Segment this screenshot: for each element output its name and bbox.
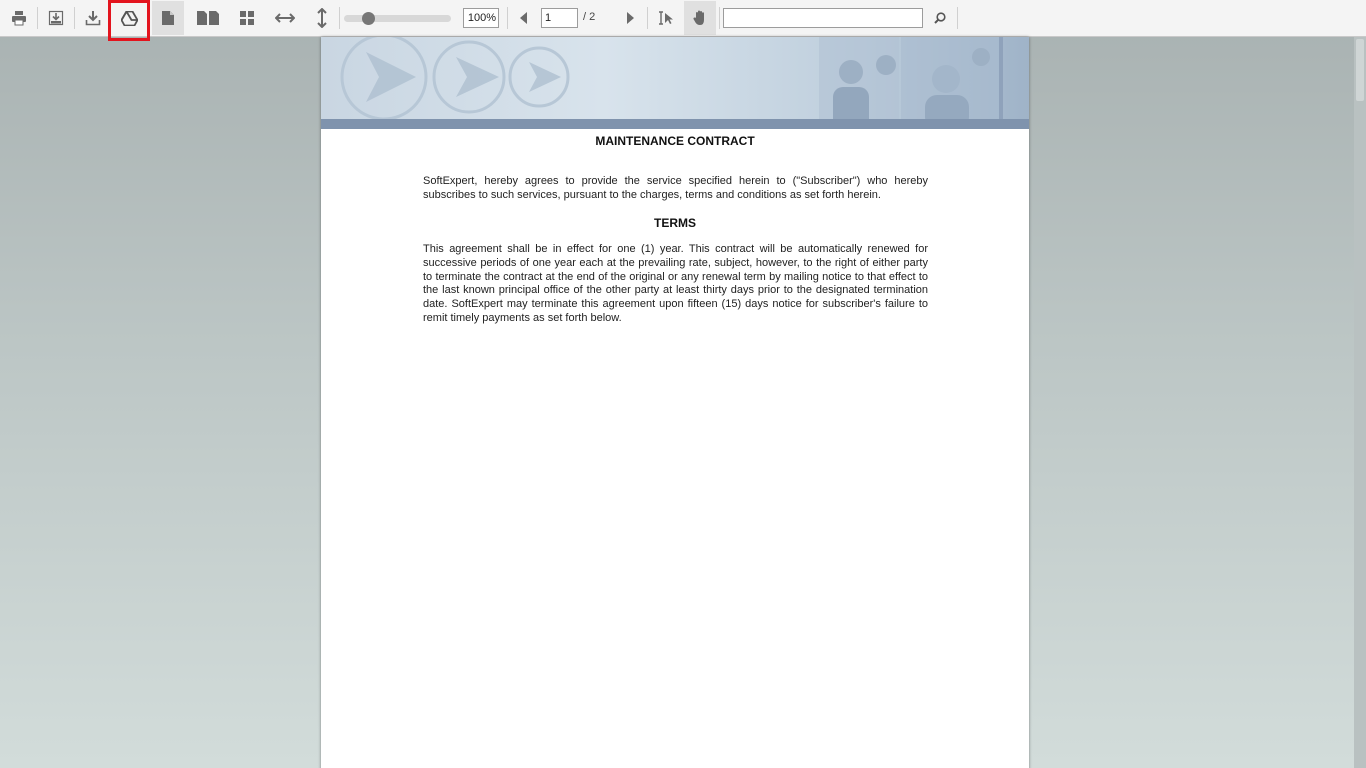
single-page-view-button[interactable]	[152, 1, 184, 35]
intro-paragraph: SoftExpert, hereby agrees to provide the service specified herein to ("Subscriber") who hereby subscribes to such services, pursuant to the charges, terms and conditions as set forth herein.	[423, 175, 928, 201]
zoom-slider-track[interactable]	[344, 15, 451, 22]
toolbar-separator	[74, 7, 75, 29]
toolbar-separator	[719, 7, 720, 29]
toolbar-separator	[957, 7, 958, 29]
download-button[interactable]	[78, 1, 108, 35]
page-total-label: / 2	[583, 11, 596, 23]
text-select-icon	[657, 11, 675, 25]
toolbar-separator	[339, 7, 340, 29]
fit-width-button[interactable]	[269, 1, 301, 35]
two-page-view-button[interactable]	[190, 1, 226, 35]
search-icon	[934, 12, 946, 24]
terms-paragraph: This agreement shall be in effect for one (1) year. This contract will be automatically renewed for successive periods of one year each at the prevailing rate, subject, however, to the right of either party to terminate the contract at the end of the original or any renewal term by mailing notice to that effect to the last known principal office of the other party at least thirty days prior to the designated termination date. SoftExpert may terminate this agreement upon fifteen (15) days notice for subscriber's failure to remit timely payments as set forth below.	[423, 243, 928, 324]
download-icon	[85, 10, 101, 26]
save-pdf-icon	[48, 10, 64, 26]
toolbar-separator	[37, 7, 38, 29]
zoom-input[interactable]: 100%	[463, 8, 499, 28]
toolbar-separator	[507, 7, 508, 29]
next-page-button[interactable]	[618, 1, 642, 35]
search-input[interactable]	[723, 8, 923, 28]
single-page-icon	[161, 10, 175, 26]
previous-page-icon	[520, 12, 528, 24]
header-banner-image	[321, 37, 1029, 129]
vertical-scrollbar[interactable]	[1354, 37, 1366, 768]
google-drive-icon	[121, 11, 138, 26]
document-page	[321, 37, 1029, 768]
thumbnails-view-button[interactable]	[232, 1, 262, 35]
save-pdf-button[interactable]	[41, 1, 71, 35]
document-title: MAINTENANCE CONTRACT	[595, 134, 755, 148]
print-icon	[11, 10, 27, 26]
fit-height-icon	[316, 8, 328, 28]
pan-hand-icon	[693, 10, 707, 26]
google-drive-button[interactable]	[111, 1, 147, 35]
banner-strip	[321, 119, 1029, 129]
text-select-button[interactable]	[652, 1, 680, 35]
scrollbar-thumb[interactable]	[1356, 39, 1364, 101]
fit-width-icon	[275, 12, 295, 24]
zoom-slider-thumb[interactable]	[362, 12, 375, 25]
search-button[interactable]	[928, 1, 952, 35]
terms-heading: TERMS	[654, 216, 696, 230]
next-page-icon	[626, 12, 634, 24]
two-page-icon	[196, 10, 220, 26]
toolbar-separator	[647, 7, 648, 29]
thumbnails-icon	[240, 11, 254, 25]
page-number-input[interactable]: 1	[541, 8, 578, 28]
pan-hand-button[interactable]	[684, 1, 716, 35]
previous-page-button[interactable]	[512, 1, 536, 35]
fit-height-button[interactable]	[307, 1, 337, 35]
print-button[interactable]	[4, 1, 34, 35]
pdf-toolbar	[0, 0, 1366, 37]
banner-graphic	[321, 37, 1029, 129]
